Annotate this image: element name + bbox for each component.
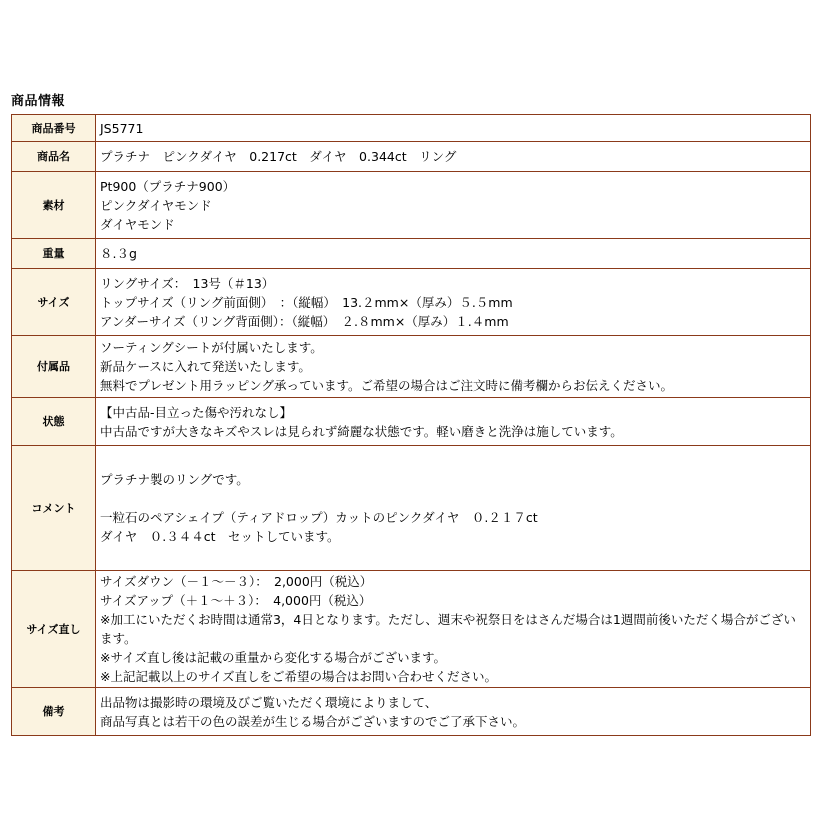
- value-size: [96, 269, 811, 336]
- material-line: ピンクダイヤモンド: [100, 197, 212, 213]
- notes-line: 商品写真とは若干の色の誤差が生じる場合がございますのでご了承下さい。: [100, 713, 526, 729]
- condition-line: 【中古品-目立った傷や汚れなし】: [100, 404, 293, 420]
- label-comment: コメント: [12, 446, 96, 571]
- row-product-number: [12, 115, 811, 142]
- comment-spacer: [100, 489, 806, 508]
- row-resize: [12, 571, 811, 688]
- value-notes: [96, 688, 811, 736]
- label-weight: 重量: [12, 239, 96, 269]
- material-line: ダイヤモンド: [100, 216, 175, 232]
- label-resize: サイズ直し: [12, 571, 96, 688]
- label-product-name: 商品名: [12, 142, 96, 172]
- accessories-line: 新品ケースに入れて発送いたします。: [100, 359, 311, 374]
- value-product-number: [96, 115, 811, 142]
- product-name-text: プラチナ ピンクダイヤ 0.217ct ダイヤ 0.344ct リング: [100, 149, 457, 164]
- section-title: 商品情報: [11, 94, 66, 109]
- weight-text: ８.３g: [100, 246, 137, 261]
- label-condition: 状態: [12, 398, 96, 446]
- condition-line: 中古品ですが大きなキズやスレは見られず綺麗な状態です。軽い磨きと洗浄は施しています。: [100, 423, 623, 439]
- resize-line: ※上記記載以上のサイズ直しをご希望の場合はお問い合わせください。: [100, 669, 497, 684]
- row-product-name: [12, 142, 811, 172]
- label-notes: 備考: [12, 688, 96, 736]
- comment-line: プラチナ製のリングです。: [100, 472, 249, 487]
- value-resize: [96, 571, 811, 688]
- label-accessories: 付属品: [12, 336, 96, 398]
- resize-line: ※加工にいただくお時間は通常3，4日となります。ただし、週末や祝祭日をはさんだ場合は1週間前後いただく場合がございます。: [100, 612, 796, 646]
- label-size: サイズ: [12, 269, 96, 336]
- resize-line: サイズダウン（－１～－３）： 2,000円（税込）: [100, 574, 373, 589]
- comment-line: 一粒石のペアシェイプ（ティアドロップ）カットのピンクダイヤ ０.２１７ct: [100, 510, 538, 525]
- value-accessories: [96, 336, 811, 398]
- resize-line: サイズアップ（＋１～＋３）： 4,000円（税込）: [100, 593, 372, 608]
- value-comment: [96, 446, 811, 571]
- label-product-number: 商品番号: [12, 115, 96, 142]
- row-comment: [12, 446, 811, 571]
- value-material: [96, 172, 811, 239]
- resize-line: ※サイズ直し後は記載の重量から変化する場合がございます。: [100, 650, 446, 665]
- product-info-table: [11, 114, 811, 736]
- accessories-line: ソーティングシートが付属いたします。: [100, 340, 323, 355]
- row-accessories: [12, 336, 811, 398]
- accessories-line: 無料でプレゼント用ラッピング承っています。ご希望の場合はご注文時に備考欄からお伝えください。: [100, 378, 674, 393]
- size-line: アンダーサイズ（リング背面側）：（縦幅） ２.８mm×（厚み）１.４mm: [100, 313, 509, 329]
- material-line: Pt900（プラチナ900）: [100, 178, 236, 194]
- product-number-text: JS5771: [100, 120, 144, 136]
- notes-line: 出品物は撮影時の環境及びご覧いただく環境によりまして、: [100, 694, 438, 710]
- row-notes: [12, 688, 811, 736]
- value-product-name: [96, 142, 811, 172]
- comment-line: ダイヤ ０.３４４ct セットしています。: [100, 529, 340, 544]
- size-line: トップサイズ（リング前面側） ：（縦幅） 13.２mm×（厚み）５.５mm: [100, 294, 513, 310]
- size-line: リングサイズ： 13号（＃13）: [100, 275, 275, 291]
- row-weight: [12, 239, 811, 269]
- row-size: [12, 269, 811, 336]
- row-condition: [12, 398, 811, 446]
- value-weight: [96, 239, 811, 269]
- value-condition: [96, 398, 811, 446]
- label-material: 素材: [12, 172, 96, 239]
- row-material: [12, 172, 811, 239]
